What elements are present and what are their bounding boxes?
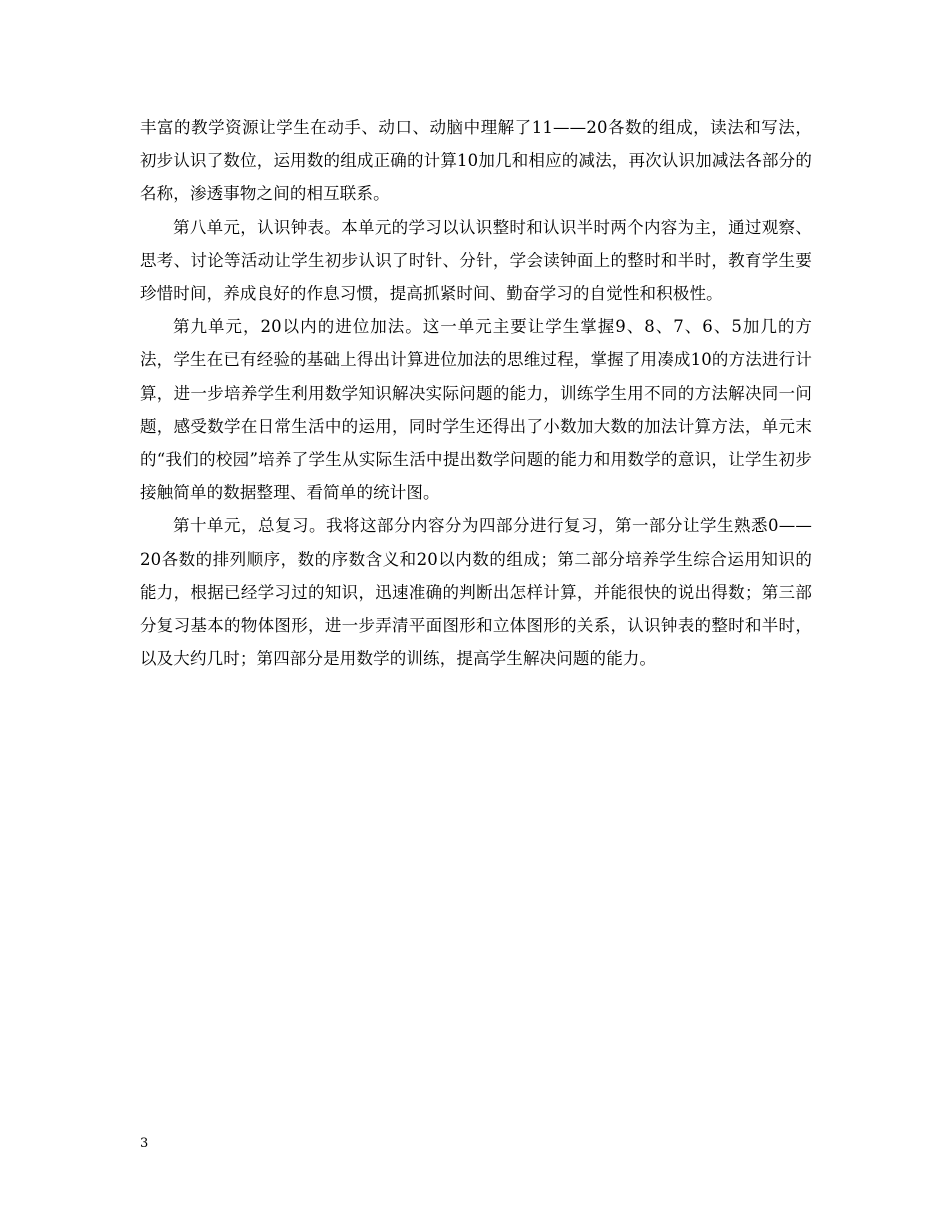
paragraph-unit-9-addition: 第九单元，20以内的进位加法。这一单元主要让学生掌握9、8、7、6、5加几的方法，学生在已有经验的基础上得出计算进位加法的思维过程，掌握了用凑成10的方法进行计算，进一步培养学生利用数学知识解决实际问题的能力，训练学生用不同的方法解决同一问题，感受数学在日常生活中的运用，同时学生还得出了小数加大数的加法计算方法，单元末的“我们的校园”培养了学生从实际生活中提出数学问题的能力和用数学的意识，让学生初步接触简单的数据整理、看简单的统计图。 (140, 317, 812, 503)
document-body (140, 111, 812, 675)
paragraph-unit-10-review: 第十单元，总复习。我将这部分内容分为四部分进行复习，第一部分让学生熟悉0——20各数的排列顺序，数的序数含义和20以内数的组成；第二部分培养学生综合运用知识的能力，根据已经学习过的知识，迅速准确的判断出怎样计算，并能很快的说出得数；第三部分复习基本的物体图形，进一步弄清平面图形和立体图形的关系，认识钟表的整时和半时，以及大约几时；第四部分是用数学的训练，提高学生解决问题的能力。 (140, 516, 812, 669)
paragraph-unit-7-summary: 丰富的教学资源让学生在动手、动口、动脑中理解了11——20各数的组成，读法和写法，初步认识了数位，运用数的组成正确的计算10加几和相应的减法，再次认识加减法各部分的名称，渗透事物之间的相互联系。 (140, 118, 812, 204)
page-number: 3 (140, 1136, 149, 1151)
paragraph-unit-8-clock: 第八单元，认识钟表。本单元的学习以认识整时和认识半时两个内容为主，通过观察、思考、讨论等活动让学生初步认识了时针、分针，学会读钟面上的整时和半时，教育学生要珍惜时间，养成良好的作息习惯，提高抓紧时间、勤奋学习的自觉性和积极性。 (140, 217, 812, 304)
